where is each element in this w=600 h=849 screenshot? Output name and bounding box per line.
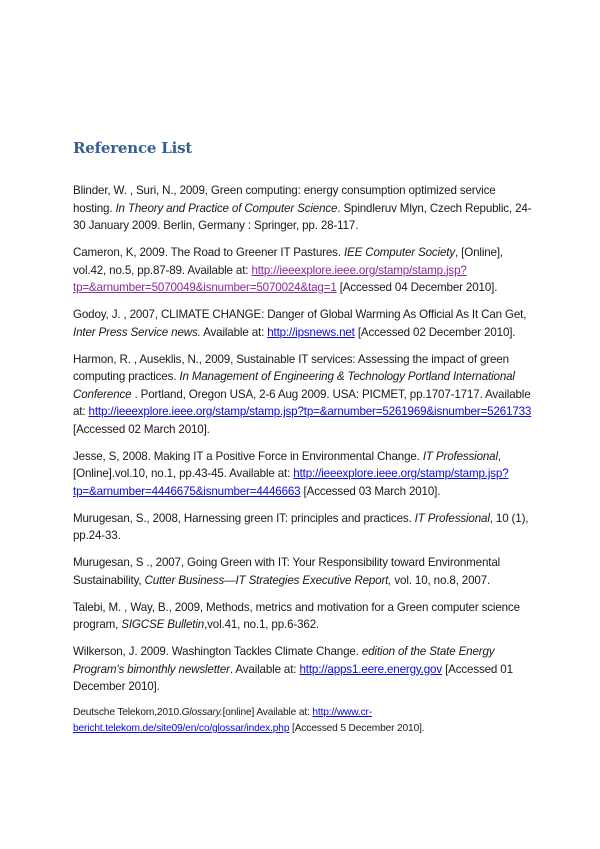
- reference-link[interactable]: http://www.cr-bericht.telekom.de/site09/en/co/glossar/index.php: [73, 707, 373, 734]
- page-title: Reference List: [73, 139, 193, 157]
- reference-details: . Spindleruv Mlyn, Czech Republic, 24-30 January 2009. Berlin, Germany : Springer, pp. 28-117.: [73, 201, 532, 232]
- reference-item: [73, 351, 535, 439]
- reference-source: Cutter Business—IT Strategies Executive Report,: [144, 573, 392, 587]
- reference-details: vol. 10, no.8, 2007.: [391, 573, 491, 587]
- reference-details: [online] Available at:: [222, 707, 313, 718]
- reference-item: [73, 448, 535, 501]
- reference-link[interactable]: http://ieeexplore.ieee.org/stamp/stamp.jsp?tp=&arnumber=5070049&isnumber=5070024&tag=1: [73, 263, 467, 294]
- reference-item: [73, 182, 535, 235]
- reference-text: Cameron, K, 2009. The Road to Greener IT Pastures.: [73, 246, 344, 259]
- reference-source: Glossary.: [181, 707, 223, 718]
- reference-link[interactable]: http://ipsnews.net: [267, 325, 355, 339]
- reference-source: IEE Computer Society: [343, 246, 456, 259]
- reference-text: Murugesan, S., 2008, Harnessing green IT: principles and practices.: [73, 511, 415, 525]
- reference-accessed: [Accessed 02 March 2010].: [73, 422, 210, 436]
- reference-text: Talebi, M. , Way, B., 2009, Methods, metrics and motivation for a Green computer science program,: [73, 600, 520, 631]
- reference-details: , [Online], vol.42, no.5, pp.87-89. Available at:: [73, 246, 504, 277]
- reference-details: , [Online].vol.10, no.1, pp.43-45. Available at:: [73, 449, 501, 480]
- reference-item: [73, 705, 535, 737]
- reference-accessed: [Accessed 04 December 2010].: [336, 281, 498, 294]
- reference-item: [73, 510, 535, 545]
- reference-details: ,vol.41, no.1, pp.6-362.: [204, 618, 320, 631]
- reference-text: Deutsche Telekom,2010.: [73, 707, 182, 718]
- reference-text: Blinder, W. , Suri, N., 2009, Green computing: energy consumption optimized service hosting.: [73, 184, 496, 215]
- reference-source: IT Professional: [422, 449, 498, 463]
- reference-text: Harmon, R. , Auseklis, N., 2009, Sustainable IT services: Assessing the impact of green computing practices.: [73, 352, 509, 383]
- reference-details: , 10 (1), pp.24-33.: [73, 511, 529, 542]
- reference-accessed: [Accessed 03 March 2010].: [300, 484, 441, 498]
- reference-item: [73, 599, 535, 634]
- reference-source: SIGCSE Bulletin: [121, 618, 205, 631]
- reference-text: Wilkerson, J. 2009. Washington Tackles Climate Change.: [73, 645, 362, 658]
- reference-details: . Available at:: [229, 662, 300, 676]
- reference-item: [73, 643, 535, 696]
- reference-source: edition of the State Energy Program's bimonthly newsletter: [73, 645, 495, 676]
- reference-accessed: [Accessed 02 December 2010].: [354, 325, 516, 339]
- reference-link[interactable]: http://ieeexplore.ieee.org/stamp/stamp.jsp?tp=&arnumber=4446675&isnumber=4446663: [73, 467, 509, 498]
- reference-accessed: [Accessed 01 December 2010].: [73, 662, 513, 693]
- reference-list: [73, 182, 535, 747]
- reference-details: . Portland, Oregon USA, 2-6 Aug 2009. USA: PICMET, pp.1707-1717. Available at:: [73, 387, 531, 418]
- reference-accessed: [Accessed 5 December 2010].: [289, 723, 425, 734]
- reference-link[interactable]: http://ieeexplore.ieee.org/stamp/stamp.jsp?tp=&arnumber=5261969&isnumber=5261733: [88, 405, 532, 418]
- reference-source: In Theory and Practice of Computer Science: [115, 201, 338, 215]
- reference-link[interactable]: http://apps1.eere.energy.gov: [299, 662, 442, 676]
- reference-source: Inter Press Service news.: [73, 325, 201, 339]
- reference-source: In Management of Engineering & Technology Portland International Conference: [73, 370, 515, 401]
- reference-details: Available at:: [200, 325, 268, 339]
- reference-source: IT Professional: [414, 511, 490, 525]
- reference-text: Murugesan, S ., 2007, Going Green with IT: Your Responsibility toward Environmental Sustainability,: [73, 556, 501, 587]
- reference-item: [73, 306, 535, 341]
- reference-text: Godoy, J. , 2007, CLIMATE CHANGE: Danger of Global Warming As Official As It Can Get,: [73, 308, 527, 321]
- reference-item: [73, 244, 535, 297]
- reference-item: [73, 554, 535, 589]
- reference-text: Jesse, S, 2008. Making IT a Positive Force in Environmental Change.: [73, 449, 423, 463]
